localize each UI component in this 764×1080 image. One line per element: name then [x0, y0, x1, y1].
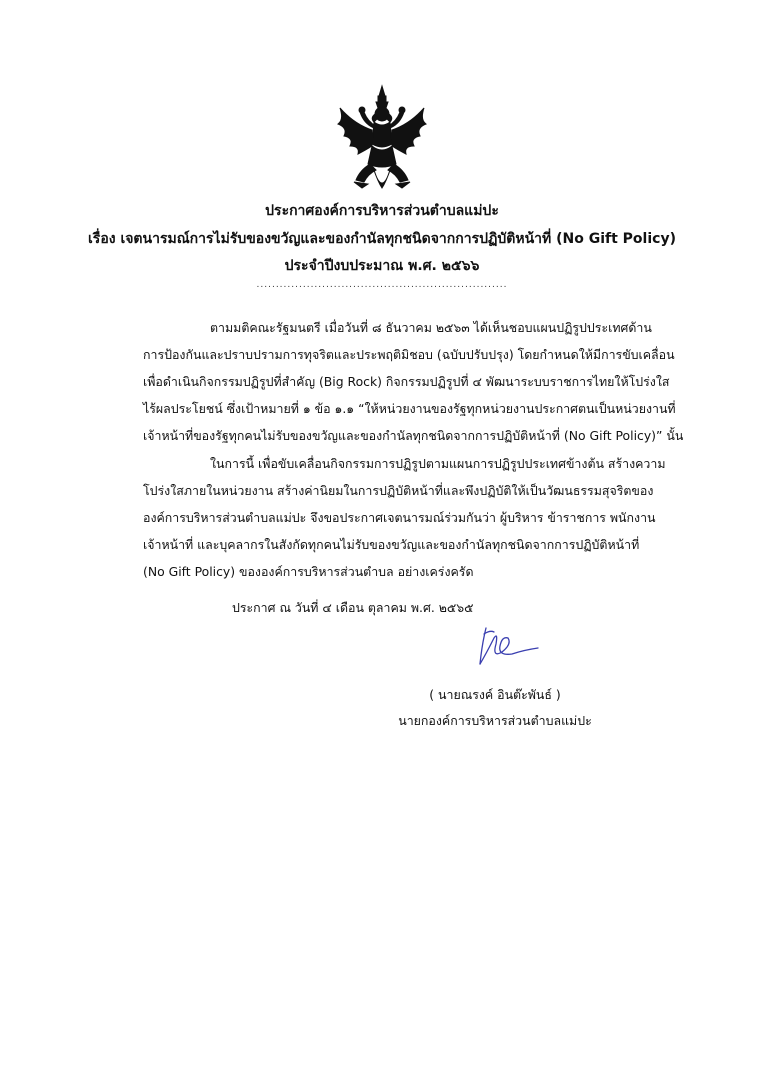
- para2-line: ในการนี้ เพื่อขับเคลื่อนกิจกรรมการปฏิรูปตามแผนการปฏิรูปประเทศข้างต้น สร้างความ: [210, 456, 666, 471]
- para2-line: องค์การบริหารส่วนตำบลแม่ปะ จึงขอประกาศเจตนารมณ์ร่วมกันว่า ผู้บริหาร ข้าราชการ พนักงาน: [143, 510, 656, 525]
- signer-name: ( นายณรงค์ อินต๊ะพันธ์ ): [429, 687, 561, 702]
- para1-line: เจ้าหน้าที่ของรัฐทุกคนไม่รับของขวัญและของกำนัลทุกชนิดจากการปฏิบัติหน้าที่ (No Gift Policy)” นั้น: [143, 428, 684, 443]
- fiscal-year-title: ประจำปีงบประมาณ พ.ศ. ๒๕๖๖: [284, 258, 480, 274]
- para1-line: ตามมติคณะรัฐมนตรี เมื่อวันที่ ๘ ธันวาคม ๒๕๖๓ ได้เห็นชอบแผนปฏิรูปประเทศด้าน: [210, 320, 652, 335]
- announcement-date: ประกาศ ณ วันที่ ๔ เดือน ตุลาคม พ.ศ. ๒๕๖๕: [232, 600, 474, 615]
- subject-title: เรื่อง เจตนารมณ์การไม่รับของขวัญและของกำนัลทุกชนิดจากการปฏิบัติหน้าที่ (No Gift Policy): [88, 231, 676, 247]
- para1-line: เพื่อดำเนินกิจกรรมปฏิรูปที่สำคัญ (Big Rock) กิจกรรมปฏิรูปที่ ๔ พัฒนาระบบราชการไทยให้โปร่งใส: [143, 374, 670, 389]
- org-title: ประกาศองค์การบริหารส่วนตำบลแม่ปะ: [265, 203, 499, 219]
- para2-line: (No Gift Policy) ขององค์การบริหารส่วนตำบล อย่างเคร่งครัด: [143, 564, 474, 579]
- para1-line: การป้องกันและปราบปรามการทุจริตและประพฤติมิชอบ (ฉบับปรับปรุง) โดยกำหนดให้มีการขับเคลื่อน: [143, 347, 675, 362]
- signature-scribble: [472, 624, 542, 670]
- garuda-emblem: [334, 84, 430, 198]
- para2-line: โปร่งใสภายในหน่วยงาน สร้างค่านิยมในการปฏิบัติหน้าที่และพึงปฏิบัติให้เป็นวัฒนธรรมสุจริตของ: [143, 483, 654, 498]
- para2-line: เจ้าหน้าที่ และบุคลากรในสังกัดทุกคนไม่รับของขวัญและของกำนัลทุกชนิดจากการปฏิบัติหน้าที่: [143, 537, 640, 552]
- separator-dots: .................................................................: [256, 280, 508, 290]
- signer-position: นายกองค์การบริหารส่วนตำบลแม่ปะ: [398, 713, 592, 728]
- para1-line: ไร้ผลประโยชน์ ซึ่งเป้าหมายที่ ๑ ข้อ ๑.๑ “ให้หน่วยงานของรัฐทุกหน่วยงานประกาศตนเป็นหน่วยงานที่: [143, 401, 676, 416]
